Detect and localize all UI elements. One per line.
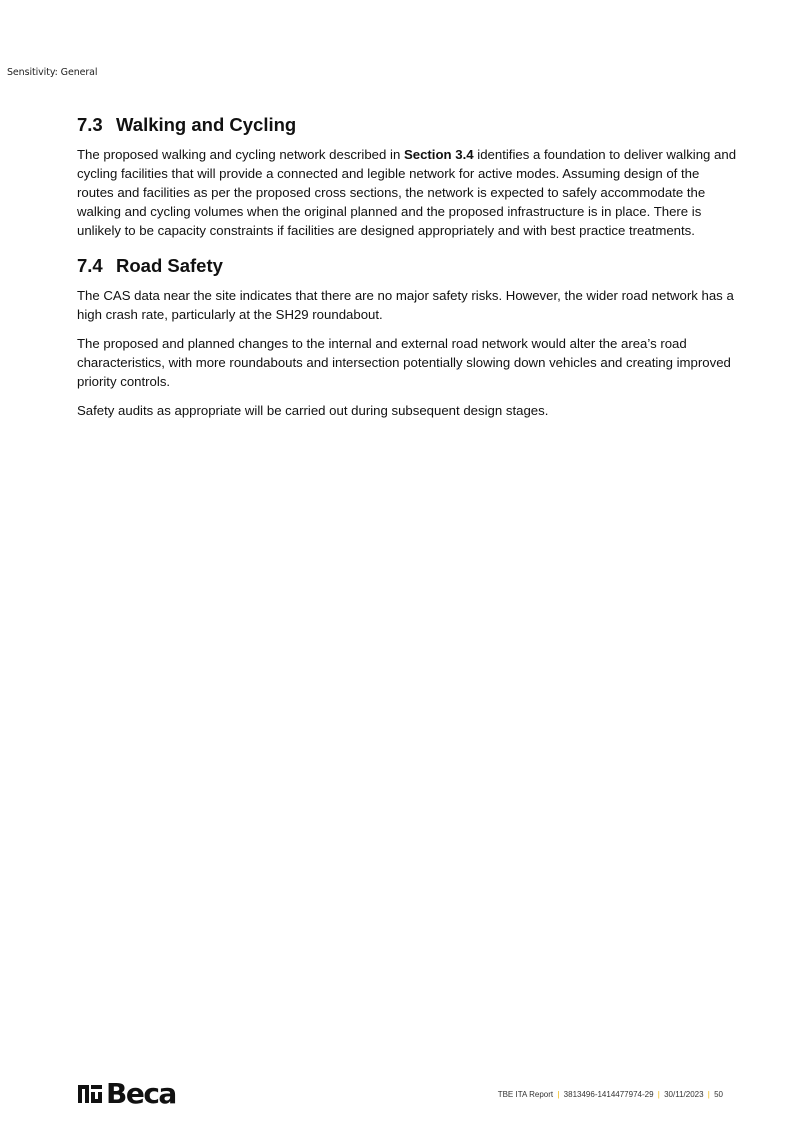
section-heading [77,254,737,278]
separator: | [657,1090,660,1099]
section-title: Walking and Cycling [116,114,297,135]
section-walking-cycling [77,113,737,240]
separator: | [557,1090,560,1099]
paragraph: The proposed and planned changes to the internal and external road network would alter the area’s road characteristics, with more roundabouts and intersection potentially slowing down vehicles and creating improved priority controls. [77,336,731,389]
beca-logo-text: Beca [106,1077,176,1110]
page-footer [0,1078,807,1110]
paragraph: The CAS data near the site indicates that there are no major safety risks. However, the wider road network has a high crash rate, particularly at the SH29 roundabout. [77,288,734,322]
section-reference: Section 3.4 [403,147,474,162]
section-heading [77,113,737,137]
paragraph-text: identifies a foundation to deliver walking and cycling facilities that will provide a connected and legible network for active modes. Assuming design of the routes and facilities as per the proposed cross sections, the network is expected to safely accommodate the walking and cycling volumes when the original planned and the proposed infrastructure is in place. There is unlikely to be capacity constraints if facilities are designed appropriately and with best practice treatments. [77,147,737,238]
sensitivity-label: Sensitivity: General [7,67,98,78]
document-reference: 3813496-1414477974-29 [563,1090,654,1099]
paragraph-text: The proposed walking and cycling network described in [77,147,404,162]
page-number: 50 [714,1090,723,1099]
paragraph: Safety audits as appropriate will be carried out during subsequent design stages. [77,403,549,418]
page-content [77,113,737,430]
separator: | [707,1090,710,1099]
report-name: TBE ITA Report [497,1090,554,1099]
beca-logo-mark-icon [78,1083,102,1105]
section-road-safety [77,254,737,420]
footer-reference [498,1090,723,1099]
section-title: Road Safety [116,255,223,276]
document-date: 30/11/2023 [664,1090,704,1099]
section-number: 7.3 [77,114,103,135]
paragraph [77,145,737,240]
beca-logo [78,1077,176,1110]
section-number: 7.4 [77,255,103,276]
